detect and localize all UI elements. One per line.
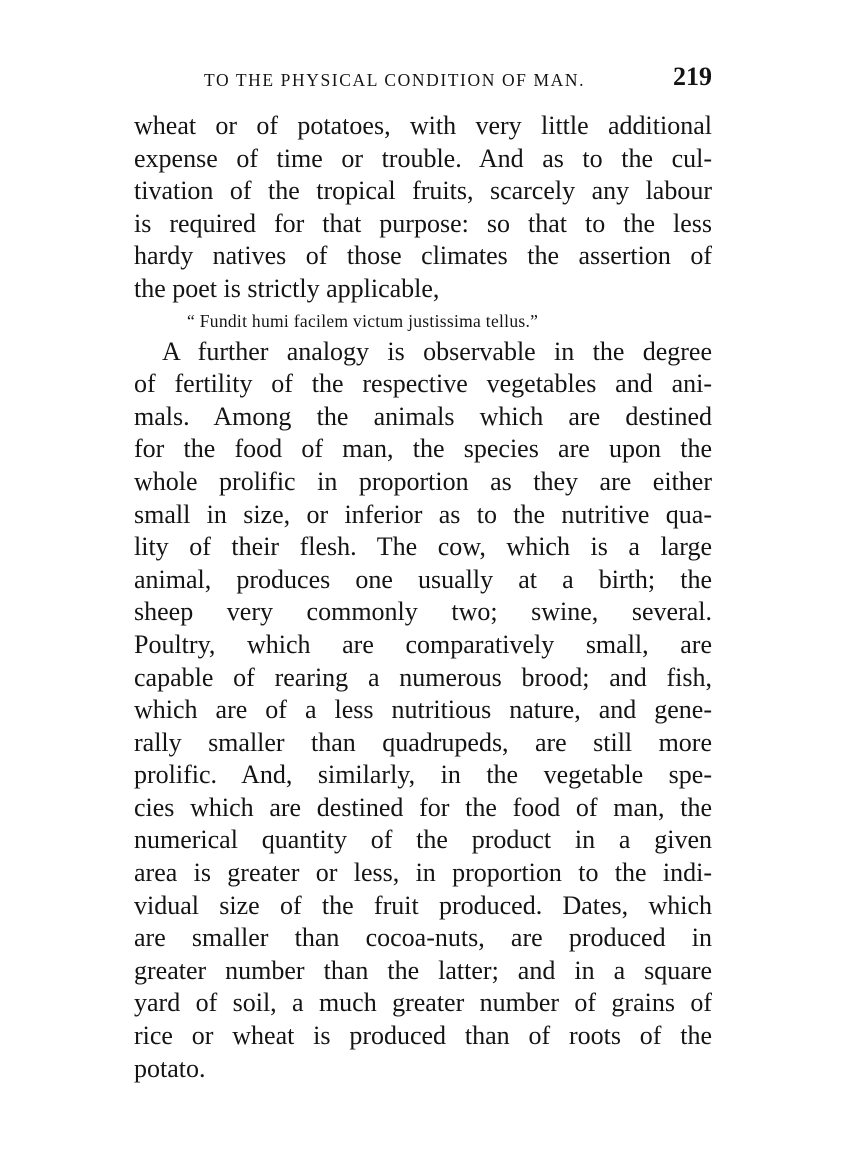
text-line: are smaller than cocoa-nuts, are produced in — [134, 923, 712, 953]
text-line: vidual size of the fruit produced. Dates, which — [134, 890, 712, 920]
text-line: animal, produces one usually at a birth; the — [134, 564, 712, 594]
text-line: A further analogy is observable in the degree — [162, 336, 712, 366]
text-line: mals. Among the animals which are destined — [134, 401, 712, 431]
text-line: sheep very commonly two; swine, several. — [134, 597, 712, 627]
text-line: numerical quantity of the product in a given — [134, 825, 712, 855]
text-line: hardy natives of those climates the assertion of — [134, 241, 712, 271]
text-line: small in size, or inferior as to the nutritive qua- — [134, 499, 712, 529]
body-text — [134, 110, 712, 1085]
text-line: is required for that purpose: so that to the less — [134, 208, 712, 238]
text-line: lity of their flesh. The cow, which is a large — [134, 532, 712, 562]
text-line: potato. — [134, 1053, 206, 1083]
text-line: whole prolific in proportion as they are either — [134, 466, 712, 496]
text-line: the poet is strictly applicable, — [134, 273, 440, 303]
text-line: Poultry, which are comparatively small, are — [134, 629, 712, 659]
text-line: wheat or of potatoes, with very little additional — [134, 111, 712, 140]
text-line: tivation of the tropical fruits, scarcely any labour — [134, 176, 712, 206]
page-number: 219 — [673, 62, 712, 91]
paragraph-analogy — [134, 336, 712, 1086]
running-title: TO THE PHYSICAL CONDITION OF MAN. — [204, 70, 586, 90]
text-line: of fertility of the respective vegetables and ani- — [134, 369, 712, 399]
text-line: greater number than the latter; and in a square — [134, 955, 712, 985]
text-line: prolific. And, similarly, in the vegetable spe- — [134, 760, 712, 790]
text-line: which are of a less nutritious nature, and gene- — [134, 695, 712, 725]
running-header — [134, 62, 714, 96]
text-line: expense of time or trouble. And as to the cul- — [134, 143, 712, 173]
text-line: for the food of man, the species are upon the — [134, 434, 712, 464]
text-line: rally smaller than quadrupeds, are still more — [134, 727, 712, 757]
text-line: yard of soil, a much greater number of grains of — [134, 988, 712, 1018]
text-line: capable of rearing a numerous brood; and fish, — [134, 662, 712, 692]
text-line: rice or wheat is produced than of roots of the — [134, 1021, 712, 1051]
text-line: cies which are destined for the food of man, the — [134, 792, 712, 822]
latin-quotation: “ Fundit humi facilem victum justissima tellus.” — [187, 310, 539, 331]
text-line: area is greater or less, in proportion to the indi- — [134, 858, 712, 888]
paragraph-continued — [134, 110, 712, 306]
